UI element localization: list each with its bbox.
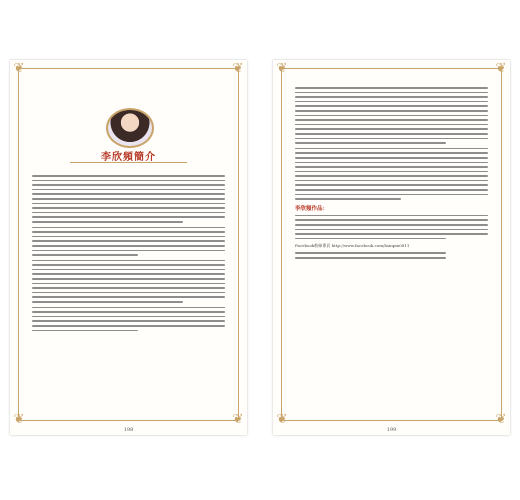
facebook-line: Facebook粉絲專頁 http://www.facebook.com/hsinpin0811 xyxy=(295,243,410,249)
page-number: 199 xyxy=(386,427,397,433)
author-photo xyxy=(106,108,154,148)
corner-flourish-icon: ❦ xyxy=(232,61,244,76)
corner-flourish-icon: ❦ xyxy=(276,61,288,76)
left-page xyxy=(10,60,247,435)
bio-text xyxy=(32,172,225,335)
corner-flourish-icon: ❦ xyxy=(232,412,244,427)
works-heading: 李欣頻作品： xyxy=(295,205,329,212)
page-number: 198 xyxy=(123,427,134,433)
corner-flourish-icon: ❦ xyxy=(13,412,25,427)
bio-text-continued xyxy=(295,84,488,263)
page-title: 李欣頻簡介 xyxy=(101,152,156,163)
right-page xyxy=(273,60,510,435)
corner-flourish-icon: ❦ xyxy=(495,61,507,76)
title-divider xyxy=(70,162,187,163)
corner-flourish-icon: ❦ xyxy=(495,412,507,427)
corner-flourish-icon: ❦ xyxy=(276,412,288,427)
corner-flourish-icon: ❦ xyxy=(13,61,25,76)
